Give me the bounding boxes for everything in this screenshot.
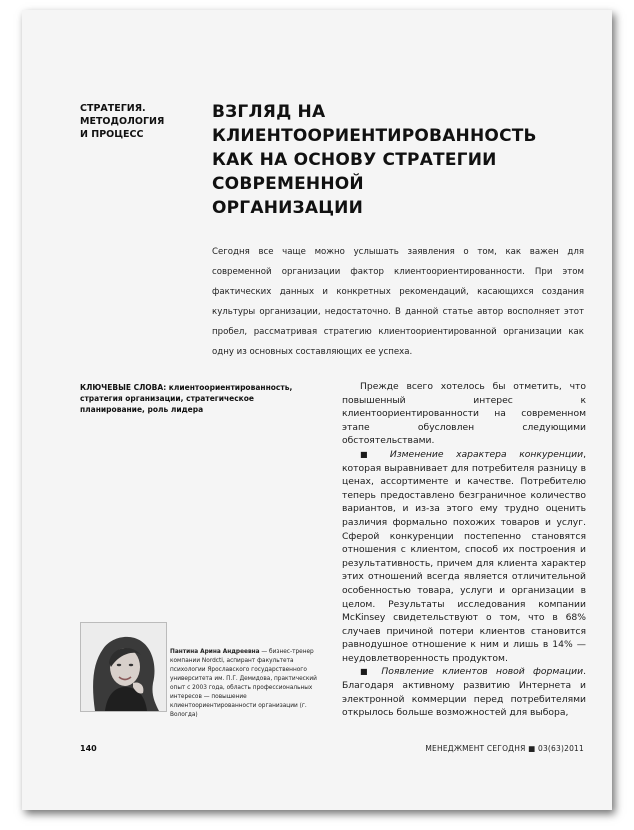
bullet-2-text: . Благодаря активному развитию Интернета и электронной коммерции перед потребителями открылось больше возможностей для выбора, — [342, 666, 587, 719]
journal-footer — [425, 744, 584, 753]
section-label-line-3: И ПРОЦЕСС — [80, 129, 144, 140]
square-separator-icon: ■ — [528, 744, 536, 753]
square-bullet-icon: ■ — [360, 667, 373, 677]
keywords: КЛЮЧЕВЫЕ СЛОВА: клиентоориентированность, стратегия организации, стратегическое планирование, роль лидера — [80, 383, 293, 414]
article-abstract: Сегодня все чаще можно услышать заявления о том, как важен для современной организации фактор клиентоориентированности. При этом фактических данных и конкретных рекомендаций, касающихся создания культуры организации, недостаточно. В данной статье автор восполняет этот пробел, рассматривая стратегию клиентоориентированной организации как одну из основных составляющих ее успеха. — [212, 247, 584, 357]
body-bullet-2 — [342, 665, 586, 719]
title-line-3: ОРГАНИЗАЦИИ — [212, 198, 364, 218]
section-label-line-2: МЕТОДОЛОГИЯ — [80, 116, 165, 127]
author-bio — [170, 648, 330, 720]
author-description: — бизнес-тренер компании Nordcti, аспирант факультета психологии Ярославского государственного университета им. П.Г. Демидова, практический опыт с 2003 года, область профессиональных интересов — повышение клиентоориентированности организации (г. Вологда) — [170, 649, 317, 718]
bullet-2-lead: Появление клиентов новой формации — [381, 666, 584, 678]
page-number: 140 — [80, 744, 97, 753]
journal-issue: 03(63)2011 — [537, 744, 584, 753]
magazine-page — [22, 10, 612, 810]
title-line-1: ВЗГЛЯД НА КЛИЕНТООРИЕНТИРОВАННОСТЬ — [212, 102, 537, 146]
author-photo — [80, 622, 167, 712]
article-body — [342, 380, 586, 720]
bullet-1-text: , которая выравнивает для потребителя разницу в ценах, ассортименте и качестве. Потребителю теперь предоставлено безграничное количество вариантов, и из-за этого ему трудно оценить различия формально похожих товаров и услуг. Сферой конкуренции постепенно становятся отношения с клиентом, способ их построения и результативность, причем для клиента характер этих отношений всегда является отличительной особенностью товара, услуги и организации в целом. Результаты исследования компании McKinsey свидетельствуют о том, что в 68% случаев причиной потери клиентов становится равнодушное отношение к ним и лишь в 14% — неудовлетворенность продуктом. — [342, 448, 587, 664]
section-label-line-1: СТРАТЕГИЯ. — [80, 103, 146, 114]
article-title — [212, 100, 592, 220]
body-bullet-1 — [342, 448, 586, 666]
author-portrait-icon — [81, 623, 166, 711]
section-label — [80, 102, 190, 141]
author-name: Пантина Арина Андреевна — [170, 649, 260, 655]
title-line-2: КАК НА ОСНОВУ СТРАТЕГИИ СОВРЕМЕННОЙ — [212, 150, 497, 194]
body-intro-paragraph: Прежде всего хотелось бы отметить, что повышенный интерес к клиентоориентированности на современном этапе обусловлен следующими обстоятельствами. — [342, 381, 586, 447]
journal-name: МЕНЕДЖМЕНТ СЕГОДНЯ — [425, 744, 526, 753]
bullet-1-lead: Изменение характера конкуренции — [389, 448, 584, 460]
square-bullet-icon: ■ — [360, 449, 378, 459]
